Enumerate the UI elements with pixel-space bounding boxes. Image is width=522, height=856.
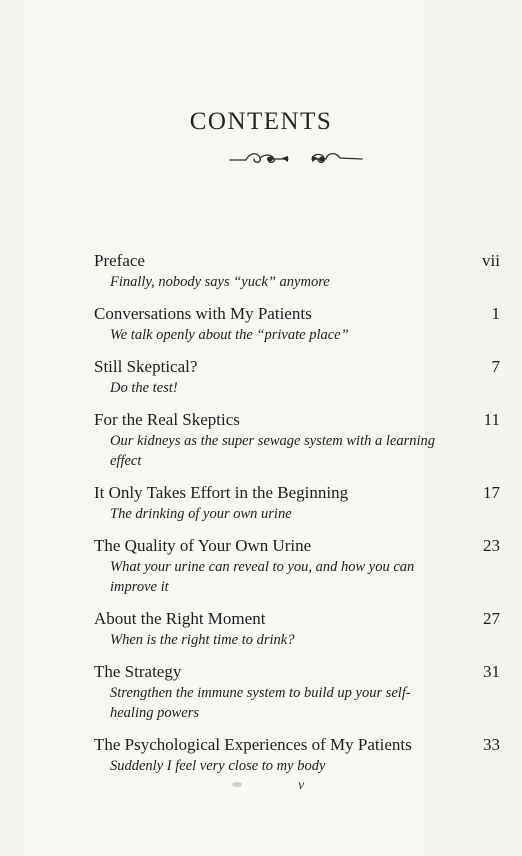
toc-entry-subtitle: Do the test! (110, 380, 178, 396)
toc-entry-psychological[interactable] (94, 734, 504, 776)
toc-entry-page: 23 (483, 536, 500, 555)
toc-entry-page: 1 (491, 304, 500, 323)
toc-entry-page: 33 (483, 735, 500, 754)
toc-entry-effort[interactable] (94, 482, 504, 524)
toc-entry-title: The Strategy (94, 662, 182, 681)
toc-entry-page: 17 (483, 483, 500, 502)
toc-entry-subtitle: Our kidneys as the super sewage system with a learning effect (110, 433, 436, 469)
toc-entry-subtitle: What your urine can reveal to you, and how you can improve it (110, 559, 415, 595)
toc-entry-subtitle: The drinking of your own urine (110, 506, 292, 522)
toc-entry-page: 11 (483, 410, 500, 429)
toc-entry-page: 27 (483, 609, 500, 628)
toc-entry-subtitle: We talk openly about the “private place” (110, 327, 349, 343)
toc-entry-still-skeptical[interactable] (94, 356, 504, 398)
page-number: v (298, 778, 305, 793)
toc-entry-title: For the Real Skeptics (94, 410, 240, 429)
toc-entry-title: Conversations with My Patients (94, 304, 312, 323)
toc-entry-title: It Only Takes Effort in the Beginning (94, 483, 349, 502)
toc-entry-subtitle: Strengthen the immune system to build up your self-healing powers (110, 685, 411, 721)
toc-entry-subtitle: When is the right time to drink? (110, 632, 295, 648)
toc-entry-subtitle: Finally, nobody says “yuck” anymore (110, 274, 330, 290)
toc-entry-title: Still Skeptical? (94, 357, 198, 376)
page-title: CONTENTS (189, 108, 333, 135)
toc-entry-subtitle: Suddenly I feel very close to my body (110, 758, 326, 774)
toc-entry-real-skeptics[interactable] (94, 409, 504, 471)
toc-entry-title: The Psychological Experiences of My Patients (94, 735, 412, 754)
table-of-contents (94, 250, 504, 787)
toc-entry-quality[interactable] (94, 535, 504, 597)
toc-entry-title: Preface (94, 251, 145, 270)
toc-entry-page: vii (482, 251, 500, 270)
toc-entry-page: 31 (483, 662, 500, 681)
toc-entry-strategy[interactable] (94, 661, 504, 723)
ink-smudge (232, 782, 242, 787)
toc-entry-preface[interactable] (94, 250, 504, 292)
toc-entry-title: About the Right Moment (94, 609, 266, 628)
toc-entry-conversations[interactable] (94, 303, 504, 345)
toc-entry-title: The Quality of Your Own Urine (94, 536, 312, 555)
decorative-ornament-icon (226, 146, 366, 168)
toc-entry-right-moment[interactable] (94, 608, 504, 650)
toc-entry-page: 7 (491, 357, 500, 376)
